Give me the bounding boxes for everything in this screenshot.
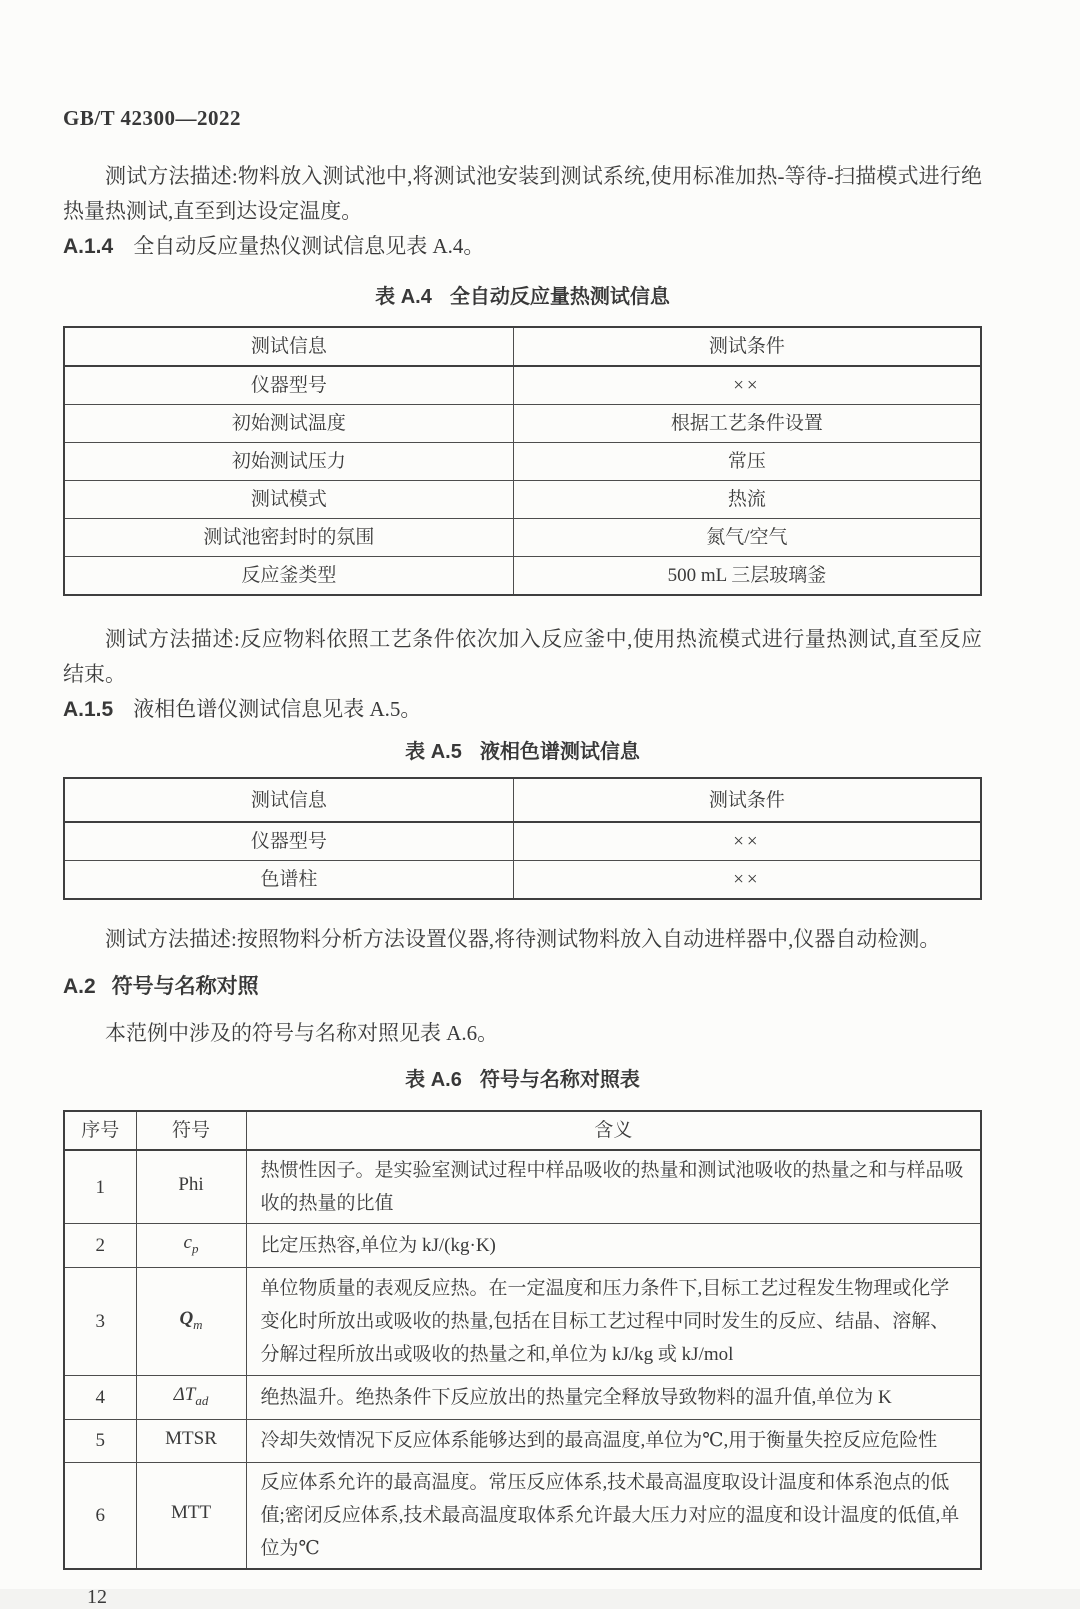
table-row	[64, 822, 981, 861]
table-row	[64, 1150, 981, 1224]
table-a4-caption-label: 表 A.4	[375, 286, 432, 308]
paragraph-a13-method: 测试方法描述:物料放入测试池中,将测试池安装到测试系统,使用标准加热-等待-扫描模式进行绝热量热测试,直至到达设定温度。	[63, 164, 982, 223]
symbol-cell	[136, 1150, 246, 1224]
table-a5-cell: ××	[513, 822, 981, 861]
row-number-cell: 5	[64, 1419, 136, 1463]
table-a4-cell: 初始测试温度	[64, 405, 513, 443]
table-a4-cell: 反应釜类型	[64, 557, 513, 596]
table-row	[64, 519, 981, 557]
row-number-cell: 6	[64, 1463, 136, 1570]
meaning-cell: 冷却失效情况下反应体系能够达到的最高温度,单位为℃,用于衡量失控反应危险性	[246, 1419, 981, 1463]
table-a6-header-no: 序号	[64, 1111, 136, 1150]
table-row	[64, 1224, 981, 1268]
table-a4-cell: 测试模式	[64, 481, 513, 519]
symbol-base: c	[183, 1232, 192, 1253]
table-row	[64, 1375, 981, 1419]
table-a5-cell: 色谱柱	[64, 861, 513, 900]
clause-a14	[63, 229, 982, 264]
table-a4-caption	[63, 282, 982, 312]
clause-a15-number: A.1.5	[63, 698, 114, 721]
table-a4-cell: 初始测试压力	[64, 443, 513, 481]
table-a4-header-condition: 测试条件	[513, 327, 981, 366]
section-heading-a2	[63, 969, 982, 1004]
table-row	[64, 366, 981, 405]
table-a5-caption-title: 液相色谱测试信息	[479, 741, 640, 763]
table-row	[64, 861, 981, 900]
table-row	[64, 1267, 981, 1375]
row-number-cell: 3	[64, 1267, 136, 1375]
table-a4-cell: 氮气/空气	[513, 519, 981, 557]
table-row	[64, 1463, 981, 1570]
table-a5-cell: ××	[513, 861, 981, 900]
table-a4-cell: 热流	[513, 481, 981, 519]
symbol-base: MTT	[170, 1502, 212, 1524]
table-a4-cell: ××	[513, 366, 981, 405]
table-row	[64, 557, 981, 596]
meaning-cell: 比定压热容,单位为 kJ/(kg·K)	[246, 1224, 981, 1268]
symbol-cell	[136, 1463, 246, 1570]
table-a5	[63, 777, 982, 900]
clause-a14-number: A.1.4	[63, 235, 114, 258]
meaning-cell: 热惯性因子。是实验室测试过程中样品吸收的热量和测试池吸收的热量之和与样品吸收的热量的比值	[246, 1150, 981, 1224]
table-a4-cell: 常压	[513, 443, 981, 481]
row-number-cell: 4	[64, 1375, 136, 1419]
table-a4-header-info: 测试信息	[64, 327, 513, 366]
table-a4-cell: 根据工艺条件设置	[513, 405, 981, 443]
table-a5-cell: 仪器型号	[64, 822, 513, 861]
symbol-cell	[136, 1267, 246, 1375]
paragraph-a2-intro: 本范例中涉及的符号与名称对照见表 A.6。	[105, 1021, 499, 1045]
symbol-base: ΔT	[173, 1383, 196, 1405]
table-a5-header-row	[64, 778, 981, 822]
symbol-subscript: p	[191, 1240, 199, 1256]
symbol-base: Phi	[178, 1173, 204, 1195]
table-a6-caption-title: 符号与名称对照表	[479, 1069, 640, 1091]
symbol-base: MTSR	[165, 1427, 217, 1449]
doc-number: GB/T 42300—2022	[63, 106, 242, 130]
table-a6-header-symbol: 符号	[136, 1111, 246, 1150]
section-a2-number: A.2	[63, 975, 96, 998]
meaning-cell: 单位物质量的表观反应热。在一定温度和压力条件下,目标工艺过程发生物理或化学变化时所放出或吸收的热量,包括在目标工艺过程中同时发生的反应、结晶、溶解、分解过程所放出或吸收的热量之和,单位为 kJ/kg 或 kJ/mol	[246, 1267, 981, 1375]
table-row	[64, 1419, 981, 1463]
table-a5-header-condition: 测试条件	[513, 778, 981, 822]
symbol-subscript: m	[193, 1316, 203, 1332]
symbol-cell	[136, 1224, 246, 1268]
row-number-cell: 1	[64, 1150, 136, 1224]
table-a6-caption	[63, 1065, 982, 1095]
table-a5-caption-label: 表 A.5	[405, 741, 462, 763]
page-number: 12	[87, 1586, 107, 1609]
table-a5-caption	[63, 737, 982, 767]
symbol-base: Q	[179, 1307, 194, 1329]
table-a4-cell: 测试池密封时的氛围	[64, 519, 513, 557]
meaning-cell: 绝热温升。绝热条件下反应放出的热量完全释放导致物料的温升值,单位为 K	[246, 1375, 981, 1419]
paragraph-a15-method: 测试方法描述:按照物料分析方法设置仪器,将待测试物料放入自动进样器中,仪器自动检测。	[105, 927, 941, 951]
table-a4	[63, 326, 982, 596]
table-a4-header-row	[64, 327, 981, 366]
symbol-subscript: ad	[195, 1392, 209, 1408]
meaning-cell: 反应体系允许的最高温度。常压反应体系,技术最高温度取设计温度和体系泡点的低值;密闭反应体系,技术最高温度取体系允许最大压力对应的温度和设计温度的低值,单位为℃	[246, 1463, 981, 1570]
clause-a14-text: 全自动反应量热仪测试信息见表 A.4。	[133, 234, 485, 258]
clause-a15-text: 液相色谱仪测试信息见表 A.5。	[133, 697, 422, 721]
section-a2-title: 符号与名称对照	[111, 975, 259, 998]
table-a6-caption-label: 表 A.6	[405, 1069, 462, 1091]
table-a6-header-row	[64, 1111, 981, 1150]
table-a6	[63, 1110, 982, 1570]
symbol-cell	[136, 1419, 246, 1463]
paragraph-a14-method: 测试方法描述:反应物料依照工艺条件依次加入反应釜中,使用热流模式进行量热测试,直至反应结束。	[63, 627, 982, 686]
table-row	[64, 405, 981, 443]
clause-a15	[63, 692, 982, 727]
table-a4-cell: 仪器型号	[64, 366, 513, 405]
row-number-cell: 2	[64, 1224, 136, 1268]
table-a6-header-meaning: 含义	[246, 1111, 981, 1150]
table-row	[64, 481, 981, 519]
table-a4-caption-title: 全自动反应量热测试信息	[449, 286, 670, 308]
table-a5-header-info: 测试信息	[64, 778, 513, 822]
symbol-cell	[136, 1375, 246, 1419]
table-row	[64, 443, 981, 481]
table-a4-cell: 500 mL 三层玻璃釜	[513, 557, 981, 596]
